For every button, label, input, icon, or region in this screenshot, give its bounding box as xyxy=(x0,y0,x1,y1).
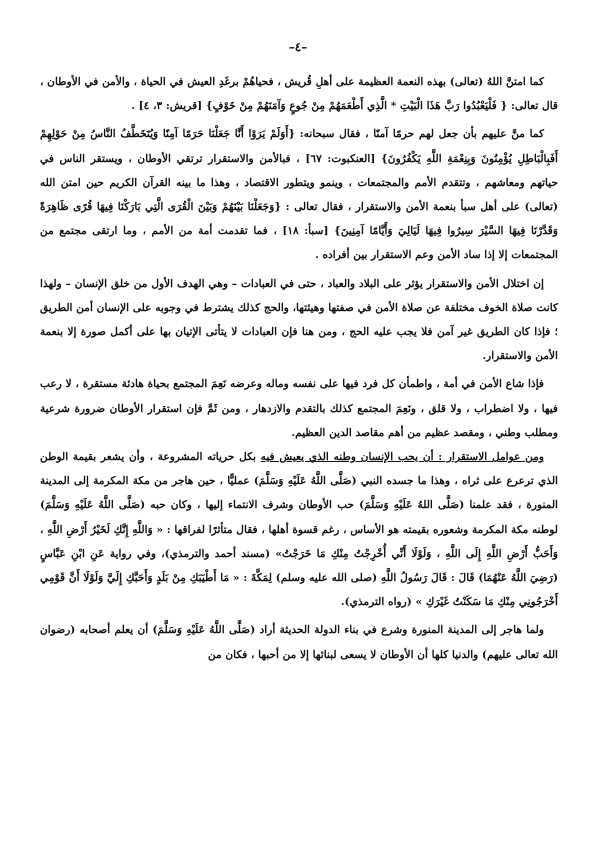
page-number: –٤– xyxy=(288,40,308,54)
inline-heading: ومن عوامل الاستقرار : أن يحب الإنسان وطنه الذي يعيش فيه xyxy=(260,451,544,464)
paragraph: كما منَّ عليهم بأن جعل لهم حرمًا آمنًا ، فقال سبحانه: {أَوَلَمْ يَرَوْا أَنَّا جَعَلْنَا حَرَمًا آمِنًا وَيُتَخَطَّفُ النَّاسُ مِنْ حَوْلِهِمْ أَفَبِالْبَاطِلِ يُؤْمِنُونَ وَبِنِعْمَةِ اللَّهِ يَكْفُرُونَ} [العنكبوت: ٦٧] ، فبالأمن والاستقرار ترتقي الأوطان ، ويستقر الناس في حياتهم ومعاشهم ، وتتقدم الأمم والمجتمعات ، وينمو ويتطور الاقتصاد ، وهذا ما بينه القرآن الكريم حين امتن الله (تعالى) على أهل سبأ بنعمة الأمن والاستقرار ، فقال تعالى : {وَجَعَلْنَا بَيْنَهُمْ وَبَيْنَ الْقُرَى الَّتِي بَارَكْنَا فِيهَا قُرًى ظَاهِرَةً وَقَدَّرْنَا فِيهَا السَّيْرَ سِيرُوا فِيهَا لَيَالِيَ وَأَيَّامًا آمِنِينَ} [سبأ: ١٨] ، فما تقدمت أمة من الأمم ، وما ارتقى مجتمع من المجتمعات إلا إذا ساد الأمن وعم الاستقرار بين أفراده . xyxy=(40,128,558,262)
paragraph: إن اختلال الأمن والاستقرار يؤثر على البلاد والعباد ، حتى في العبادات – وهي الهدف الأول من خلق الإنسان – ولهذا كانت صلاة الخوف مختلفة عن صلاة الأمن في صفتها وهيئتها، والحج كذلك يشترط في وجوبه على الإنسان أمن الطريق ؛ فإذا كان الطريق غير آمن فلا يجب عليه الحج ، ومن هنا فإن العبادات لا يتأتى الإتيان بها على أكمل صورة إلا بنعمة الأمن والاستقرار. xyxy=(40,277,558,363)
paragraph: فإذا شاع الأمن في أمة ، واطمأن كل فرد فيها على نفسه وماله وعرضه نَعِمَ المجتمع بحياة هادئة مستقرة ، لا رعب فيها ، ولا اضطراب ، ولا قلق ، ونَعِمَ المجتمع كذلك بالتقدم والازدهار ، ومن ثَمَّ فإن استقرار الأوطان ضرورة شرعية ومطلب وطني ، ومقصد عظيم من أهم مقاصد الدين العظيم. xyxy=(40,378,558,439)
page-body xyxy=(40,70,558,667)
paragraph: ولما هاجر إلى المدينة المنورة وشرع في بناء الدولة الحديثة أراد (صَلَّى اللَّهُ عَلَيْهِ وَسَلَّمَ) أن يعلم أصحابه (رضوان الله تعالى عليهم) والدنيا كلها أن الأوطان لا يسعى لبنائها إلا من أحبها ، فكان من xyxy=(40,624,558,661)
paragraph-stability-factors xyxy=(40,445,558,614)
paragraph-text: بكل حرياته المشروعة ، وأن يشعر بقيمة الوطن الذي ترعرع على ثراه ، وهذا ما جسده النبي (صَلَّى اللَّهُ عَلَيْهِ وَسَلَّمَ) عمليًّا ، حين هاجر من مكة المكرمة إلى المدينة المنورة ، فقد علمنا (صَلَّى اللهُ عَلَيْهِ وَسَلَّمَ) حب الأوطان وشرف الانتماء إليها ، وكان حبه (صَلَّى اللَّهُ عَلَيْهِ وَسَلَّمَ) لوطنه مكة المكرمة وشعوره بقيمته هو الأساس ، رغم قسوة أهلها ، فقال متأثرًا لفراقها : « وَاللَّهِ إِنَّكِ لَخَيْرُ أَرْضِ اللَّهِ ، وَأَحَبُّ أَرْضِ اللَّهِ إِلَى اللَّهِ ، وَلَوْلَا أَنِّي أُخْرِجْتُ مِنْكِ مَا خَرَجْتُ» (مسند أحمد والترمذي)، وفي رواية عَنِ ابْنِ عَبَّاسٍ (رَضِيَ اللَّهُ عَنْهُمَا) قَالَ : قَالَ رَسُولُ اللَّهِ (صلى الله عليه وسلم) لِمَكَّةَ : « مَا أَطْيَبَكِ مِنْ بَلَدٍ وَأَحَبَّكِ إِلَيَّ وَلَوْلَا أَنَّ قَوْمِي أَخْرَجُونِي مِنْكِ مَا سَكَنْتُ غَيْرَكِ » (رواه الترمذي). xyxy=(40,451,558,609)
paragraph: كما امتنَّ اللهُ (تعالى) بهذه النعمة العظيمة على أهلِ قُريش ، فحياهُمْ برغَدِ العيش في الحياة ، والأمن في الأوطان ، قال تعالى: { فَلْيَعْبُدُوا رَبَّ هَذَا الْبَيْتِ * الَّذِي أَطْعَمَهُمْ مِنْ جُوعٍ وَآمَنَهُمْ مِنْ خَوْفٍ} [قريش: ٣، ٤] . xyxy=(40,76,558,113)
